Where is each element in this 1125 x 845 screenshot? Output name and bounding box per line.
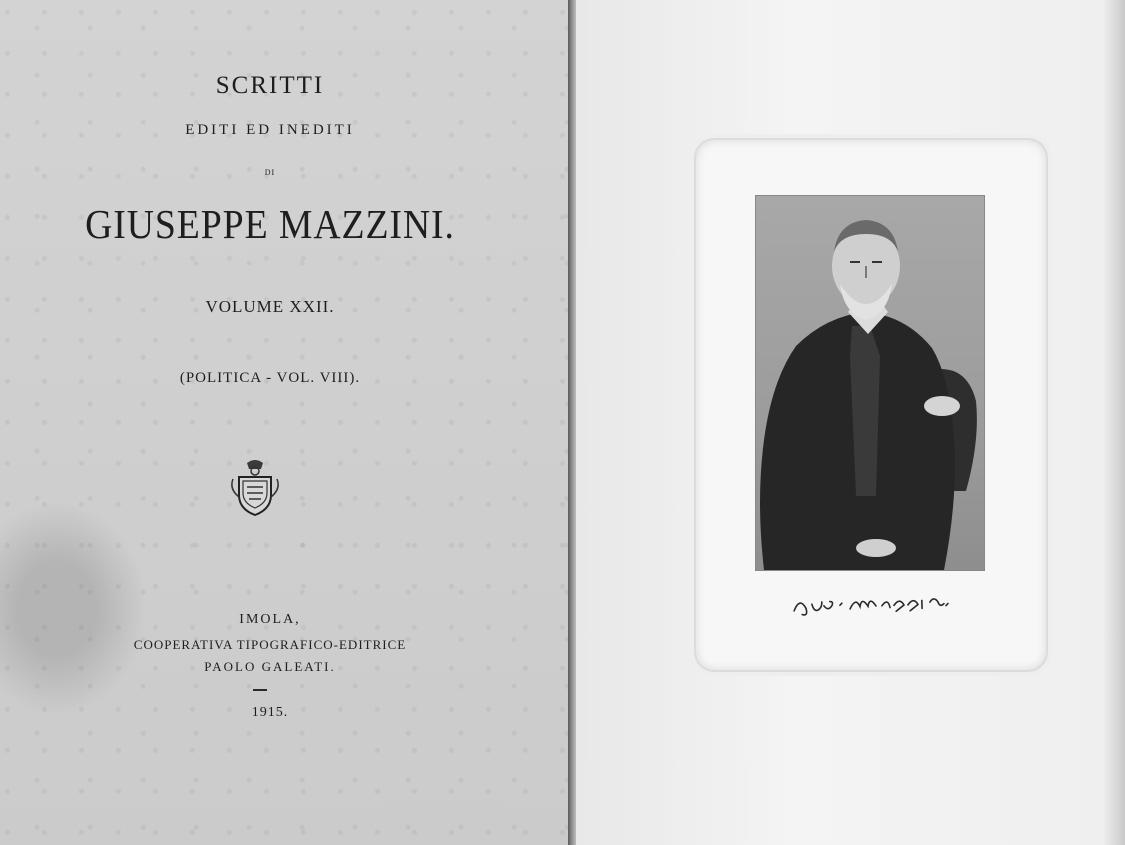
imprint-city: IMOLA, bbox=[239, 612, 301, 627]
imprint-printer: PAOLO GALEATI. bbox=[204, 659, 336, 674]
portrait-figure bbox=[756, 196, 984, 570]
imprint-publisher: COOPERATIVA TIPOGRAFICO-EDITRICE bbox=[133, 637, 407, 652]
frontispiece-page bbox=[576, 0, 1125, 845]
divider bbox=[253, 689, 267, 691]
by-line: DI bbox=[264, 168, 276, 177]
book-title: SCRITTI bbox=[215, 72, 325, 99]
book-subtitle: EDITI ED INEDITI bbox=[185, 122, 355, 138]
portrait-photo bbox=[756, 196, 984, 570]
series-section: (POLITICA - VOL. VIII). bbox=[179, 370, 361, 386]
handwritten-signature bbox=[785, 587, 966, 626]
coat-of-arms-icon bbox=[229, 457, 281, 517]
book-gutter bbox=[568, 0, 576, 845]
author-name: GIUSEPPE MAZZINI. bbox=[85, 201, 455, 247]
volume-number: VOLUME XXII. bbox=[205, 297, 335, 316]
imprint-year: 1915. bbox=[251, 705, 289, 720]
